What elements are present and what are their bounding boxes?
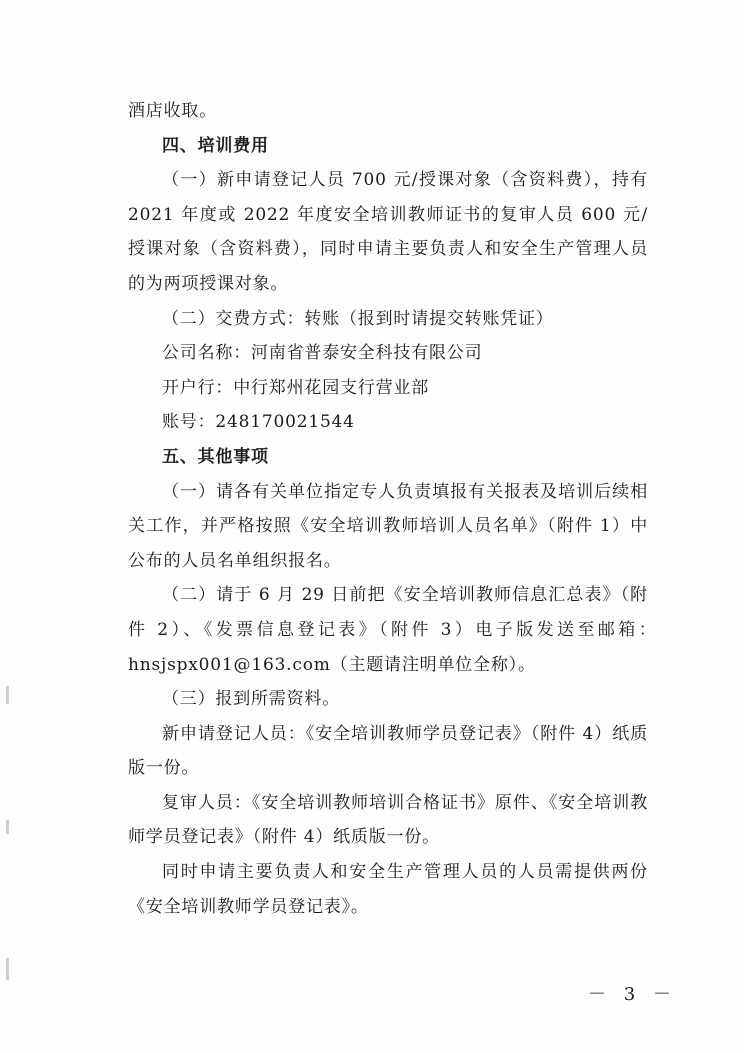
- paragraph: 同时申请主要负责人和安全生产管理人员的人员需提供两份《安全培训教师学员登记表》。: [128, 862, 648, 917]
- section-heading: 五、其他事项: [162, 446, 269, 467]
- scan-margin-mark: [6, 686, 9, 704]
- paragraph: 公司名称：河南省普泰安全科技有限公司: [162, 343, 483, 364]
- paragraph: （一）新申请登记人员 700 元/授课对象（含资料费），持有 2021 年度或 2022 年度安全培训教师证书的复审人员 600 元/授课对象（含资料费），同时申请主要负责人和安全生产管理人员的为两项授课对象。: [128, 170, 648, 294]
- paragraph: （一）请各有关单位指定专人负责填报有关报表及培训后续相关工作，并严格按照《安全培训教师培训人员名单》（附件 1）中公布的人员名单组织报名。: [128, 481, 648, 571]
- page-number: － 3 －: [588, 984, 677, 1005]
- paragraph: （二）请于 6 月 29 日前把《安全培训教师信息汇总表》（附件 2）、《发票信息登记表》（附件 3）电子版发送至邮箱： hnsjspx001@163.com（主题请注明单位全称）。: [128, 585, 666, 675]
- paragraph: 酒店收取。: [128, 101, 217, 121]
- scan-margin-mark: [6, 820, 9, 834]
- paragraph: （三）报到所需资料。: [162, 689, 340, 710]
- document-body: [128, 94, 666, 924]
- paragraph: 复审人员：《安全培训教师培训合格证书》原件、《安全培训教师学员登记表》（附件 4）纸质版一份。: [128, 792, 648, 848]
- paragraph: 账号：248170021544: [162, 412, 355, 433]
- paragraph: （二）交费方式：转账（报到时请提交转账凭证）: [162, 308, 554, 329]
- section-heading: 四、培训费用: [162, 135, 269, 156]
- paragraph: 开户行：中行郑州花园支行营业部: [162, 377, 429, 398]
- paragraph: 新申请登记人员：《安全培训教师学员登记表》（附件 4）纸质版一份。: [128, 723, 648, 779]
- scan-margin-mark: [6, 958, 9, 980]
